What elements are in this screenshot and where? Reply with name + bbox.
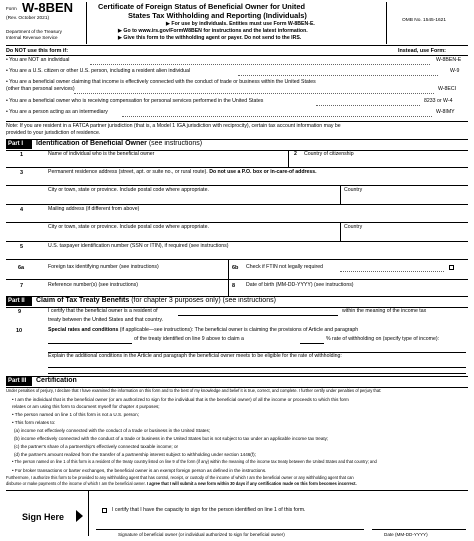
line-4-city-label: City or town, state or province. Include postal code where appropriate.: [48, 224, 209, 230]
subtitle-1: ▶ For use by individuals. Entities must use Form W-8BEN-E.: [166, 21, 315, 27]
line-3b-rule: [6, 204, 468, 205]
leader-dots: [122, 116, 432, 117]
part2-title: Claim of Tax Treaty Benefits (for chapter 3 purposes only) (see instructions): [36, 297, 276, 304]
certification-item-3: • This form relates to:: [12, 420, 56, 425]
line-5-number: 5: [20, 244, 24, 250]
instead-use-heading: Instead, use Form:: [398, 48, 446, 54]
note-rule: [6, 121, 468, 122]
fatca-note: Note: If you are resident in a FATCA partner jurisdiction (that is, a Model 1 IGA jurisdiction with reciprocity), certain tax account information may be: [6, 123, 341, 129]
date-of-birth-field[interactable]: [366, 283, 466, 293]
do-not-use-row-3: • You are a beneficial owner claiming that income is effectively connected with the conduct of trade or business within the United States: [6, 79, 316, 85]
date-label: Date (MM-DD-YYYY): [384, 532, 428, 537]
line-10-label-b: of the treaty identified on line 9 above to claim a: [134, 336, 244, 342]
line-4-rule: [6, 222, 468, 223]
do-not-use-form-5: W-8IMY: [436, 109, 455, 115]
certification-item-3b: (b) income effectively connected with the conduct of a trade or business in the United States but is not subject to tax under an applicable income tax treaty;: [14, 436, 329, 441]
irs-label: Internal Revenue Service: [6, 35, 58, 40]
part3-title: Certification: [36, 377, 77, 384]
line-6a-label: Foreign tax identifying number (see instructions): [48, 264, 159, 270]
leader-dots: [74, 93, 434, 94]
leader-dots: [316, 105, 420, 106]
date-signed-field[interactable]: [372, 518, 466, 530]
article-paragraph-field[interactable]: [48, 343, 132, 344]
omb-number: OMB No. 1545-1621: [402, 18, 446, 23]
line-2-label: Country of citizenship: [304, 151, 354, 157]
additional-conditions-field-2[interactable]: [48, 373, 466, 374]
do-not-use-form-4: 8233 or W-4: [424, 98, 453, 104]
foreign-tin-field[interactable]: [30, 271, 226, 279]
do-not-use-heading: Do NOT use this form if:: [6, 48, 68, 54]
additional-conditions-field[interactable]: [48, 367, 466, 368]
reference-number-field[interactable]: [30, 289, 226, 295]
country-of-citizenship-field[interactable]: [290, 158, 466, 167]
part1-label: Part I: [6, 140, 32, 149]
line-8-label: Date of birth (MM-DD-YYYY) (see instructions): [246, 282, 354, 288]
line-10-label-c: % rate of withholding on (specify type of income):: [326, 336, 440, 342]
line-4-country-divider: [340, 222, 341, 241]
subtitle-3: ▶ Give this form to the withholding agent or payer. Do not send to the IRS.: [118, 35, 302, 41]
line-6b-number: 6b: [232, 265, 239, 271]
certification-intro: Under penalties of perjury, I declare that I have examined the information on this form and to the best of my knowledge and belief it is true, correct, and complete. I further certify under penalties of perjury that:: [6, 388, 382, 393]
part1-title-note: (see instructions): [148, 140, 203, 147]
certification-item-1b: relates or am using this form to document myself for chapter 4 purposes;: [12, 404, 160, 409]
line-4-number: 4: [20, 207, 24, 213]
do-not-use-form-1: W-8BEN-E: [436, 57, 462, 63]
line-5-rule: [6, 259, 468, 260]
permanent-country-field[interactable]: [342, 194, 466, 203]
subtitle-2: ▶ Go to www.irs.gov/FormW8BEN for instructions and the latest information.: [118, 28, 308, 34]
line-3-rule: [6, 185, 468, 186]
mailing-address-field[interactable]: [20, 213, 466, 222]
line-9-label: I certify that the beneficial owner is a resident of: [48, 308, 158, 314]
line-7-8-divider: [228, 279, 229, 296]
line-2-number: 2: [294, 151, 297, 157]
capacity-checkbox[interactable]: [102, 508, 107, 513]
line-1-2-divider: [288, 150, 289, 167]
line-4-label: Mailing address (if different from above): [48, 206, 140, 212]
fatca-note-2: provided to your jurisdiction of residence.: [6, 130, 101, 136]
header-divider-left: [86, 2, 87, 44]
beneficial-owner-name-field[interactable]: [20, 158, 286, 167]
furthermore-line-2: disburse or make payments of the income of which I am the beneficial owner. I agree that I will submit a new form within 30 days if any certification made on this form becomes incorrect.: [6, 481, 357, 486]
form-label: Form: [6, 6, 17, 11]
line-9-label-b: within the meaning of the income tax: [342, 308, 427, 314]
certification-item-3d: (d) the partner's amount realized from the transfer of a partnership interest subject to withholding under section 1446(f);: [14, 452, 256, 457]
sign-here-arrow: [76, 510, 83, 522]
leader-dots: [238, 75, 438, 76]
do-not-use-row-3b: (other than personal services): [6, 86, 75, 92]
do-not-use-row-1: • You are NOT an individual: [6, 57, 70, 63]
permanent-address-field[interactable]: [20, 176, 466, 185]
form-title-line2: States Tax Withholding and Reporting (Individuals): [128, 11, 307, 20]
line-4b-rule: [6, 241, 468, 242]
certification-item-5: • For broker transactions or barter exchanges, the beneficial owner is an exempt foreign person as defined in the instructions.: [12, 468, 267, 473]
leader-dots: [90, 64, 430, 65]
header-divider-right: [386, 2, 387, 44]
withholding-rate-field[interactable]: [300, 343, 324, 344]
do-not-use-row-2: • You are a U.S. citizen or other U.S. person, including a resident alien individual: [6, 68, 191, 74]
form-name: W-8BEN: [22, 0, 74, 15]
treaty-country-field[interactable]: [178, 315, 338, 316]
furthermore-bold: I agree that I will submit a new form within 30 days if any certification made on this form becomes incorrect.: [146, 481, 357, 486]
us-tin-field[interactable]: [20, 250, 466, 259]
ftin-not-required-checkbox[interactable]: [449, 265, 454, 270]
line-10-label-d: Explain the additional conditions in the Article and paragraph the beneficial owner meets to be eligible for the rate of withholding:: [48, 353, 342, 359]
line-3-city-label: City or town, state or province. Include postal code where appropriate.: [48, 187, 209, 193]
do-not-use-row-4: • You are a beneficial owner who is receiving compensation for personal services performed in the United States: [6, 98, 264, 104]
line-8-number: 8: [232, 283, 236, 289]
line-1-label: Name of individual who is the beneficial owner: [48, 151, 155, 157]
furthermore-line-1: Furthermore, I authorize this form to be provided to any withholding agent that has control, receipt, or custody of the income of which I am the beneficial owner or any withholding agent that can: [6, 475, 354, 480]
leader-dots: [340, 271, 444, 272]
line-10-number: 10: [16, 328, 23, 334]
line-7-label: Reference number(s) (see instructions): [48, 282, 138, 288]
line-5-label: U.S. taxpayer identification number (SSN or ITIN), if required (see instructions): [48, 243, 229, 249]
do-not-use-form-2: W-9: [450, 68, 460, 74]
certification-item-4: • The person named on line 1 of this form is a resident of the treaty country listed on line 9 of the form (if any) within the meaning of the income tax treaty between the United States and that country; and: [12, 459, 377, 464]
part2-title-note: (for chapter 3 purposes only) (see instructions): [131, 297, 276, 304]
line-2-rule: [6, 167, 468, 168]
header-bottom-rule: [6, 45, 468, 46]
line-10-bold: Special rates and conditions: [48, 327, 119, 333]
line-3-label: Permanent residence address (street, apt. or suite no., or rural route). Do not use a P.O. box or in-care-of address.: [48, 169, 317, 175]
line-6a-number: 6a: [18, 265, 25, 271]
form-title-line1: Certificate of Foreign Status of Beneficial Owner for United: [98, 2, 305, 11]
do-not-use-rule: [6, 55, 468, 56]
line-7-number: 7: [20, 283, 24, 289]
part1-title: Identification of Beneficial Owner (see instructions): [36, 140, 203, 147]
line-3-country-label: Country: [344, 187, 363, 193]
part2-label: Part II: [6, 297, 32, 306]
part3-label: Part III: [6, 377, 32, 386]
signature-label: Signature of beneficial owner (or individual authorized to sign for beneficial owner): [118, 532, 285, 537]
form-revision: (Rev. October 2021): [6, 16, 50, 21]
certification-item-1: • I am the individual that is the beneficial owner (or am authorized to sign for the individual that is the beneficial owner) of all the income or proceeds to which this form: [12, 397, 349, 402]
line-6b-label: Check if FTIN not legally required: [246, 264, 323, 270]
mailing-country-field[interactable]: [342, 231, 466, 240]
line-9-number: 9: [18, 309, 22, 315]
do-not-use-form-3: W-8ECI: [438, 86, 457, 92]
certification-item-3c: (c) the partner's share of a partnership's effectively connected taxable income; or: [14, 444, 179, 449]
sign-here-top-rule: [6, 490, 468, 491]
line-10-label: Special rates and conditions (if applicable—see instructions): The beneficial owner is claiming the provisions of Article and paragraph: [48, 327, 359, 333]
line-3-bold-note: Do not use a P.O. box or in-care-of address.: [209, 169, 317, 175]
line-3-number: 3: [20, 170, 24, 176]
permanent-city-field[interactable]: [20, 194, 338, 203]
sign-here-label: Sign Here: [22, 512, 65, 522]
mailing-city-field[interactable]: [20, 231, 338, 240]
sign-here-divider: [88, 490, 89, 536]
line-6-divider: [228, 259, 229, 279]
line-4-country-label: Country: [344, 224, 363, 230]
line-1-number: 1: [20, 152, 24, 158]
dept-treasury: Department of the Treasury: [6, 29, 62, 34]
do-not-use-row-5: • You are a person acting as an intermediary: [6, 109, 108, 115]
certification-item-3a: (a) income not effectively connected with the conduct of a trade or business in the United States;: [14, 428, 211, 433]
signature-field[interactable]: [96, 518, 364, 530]
certification-item-2: • The person named on line 1 of this form is not a U.S. person;: [12, 412, 139, 417]
line-3-country-divider: [340, 185, 341, 204]
line-9-label-c: treaty between the United States and that country.: [48, 317, 163, 323]
capacity-label: I certify that I have the capacity to sign for the person identified on line 1 of this form.: [112, 507, 306, 513]
line-6-rule: [6, 279, 468, 280]
